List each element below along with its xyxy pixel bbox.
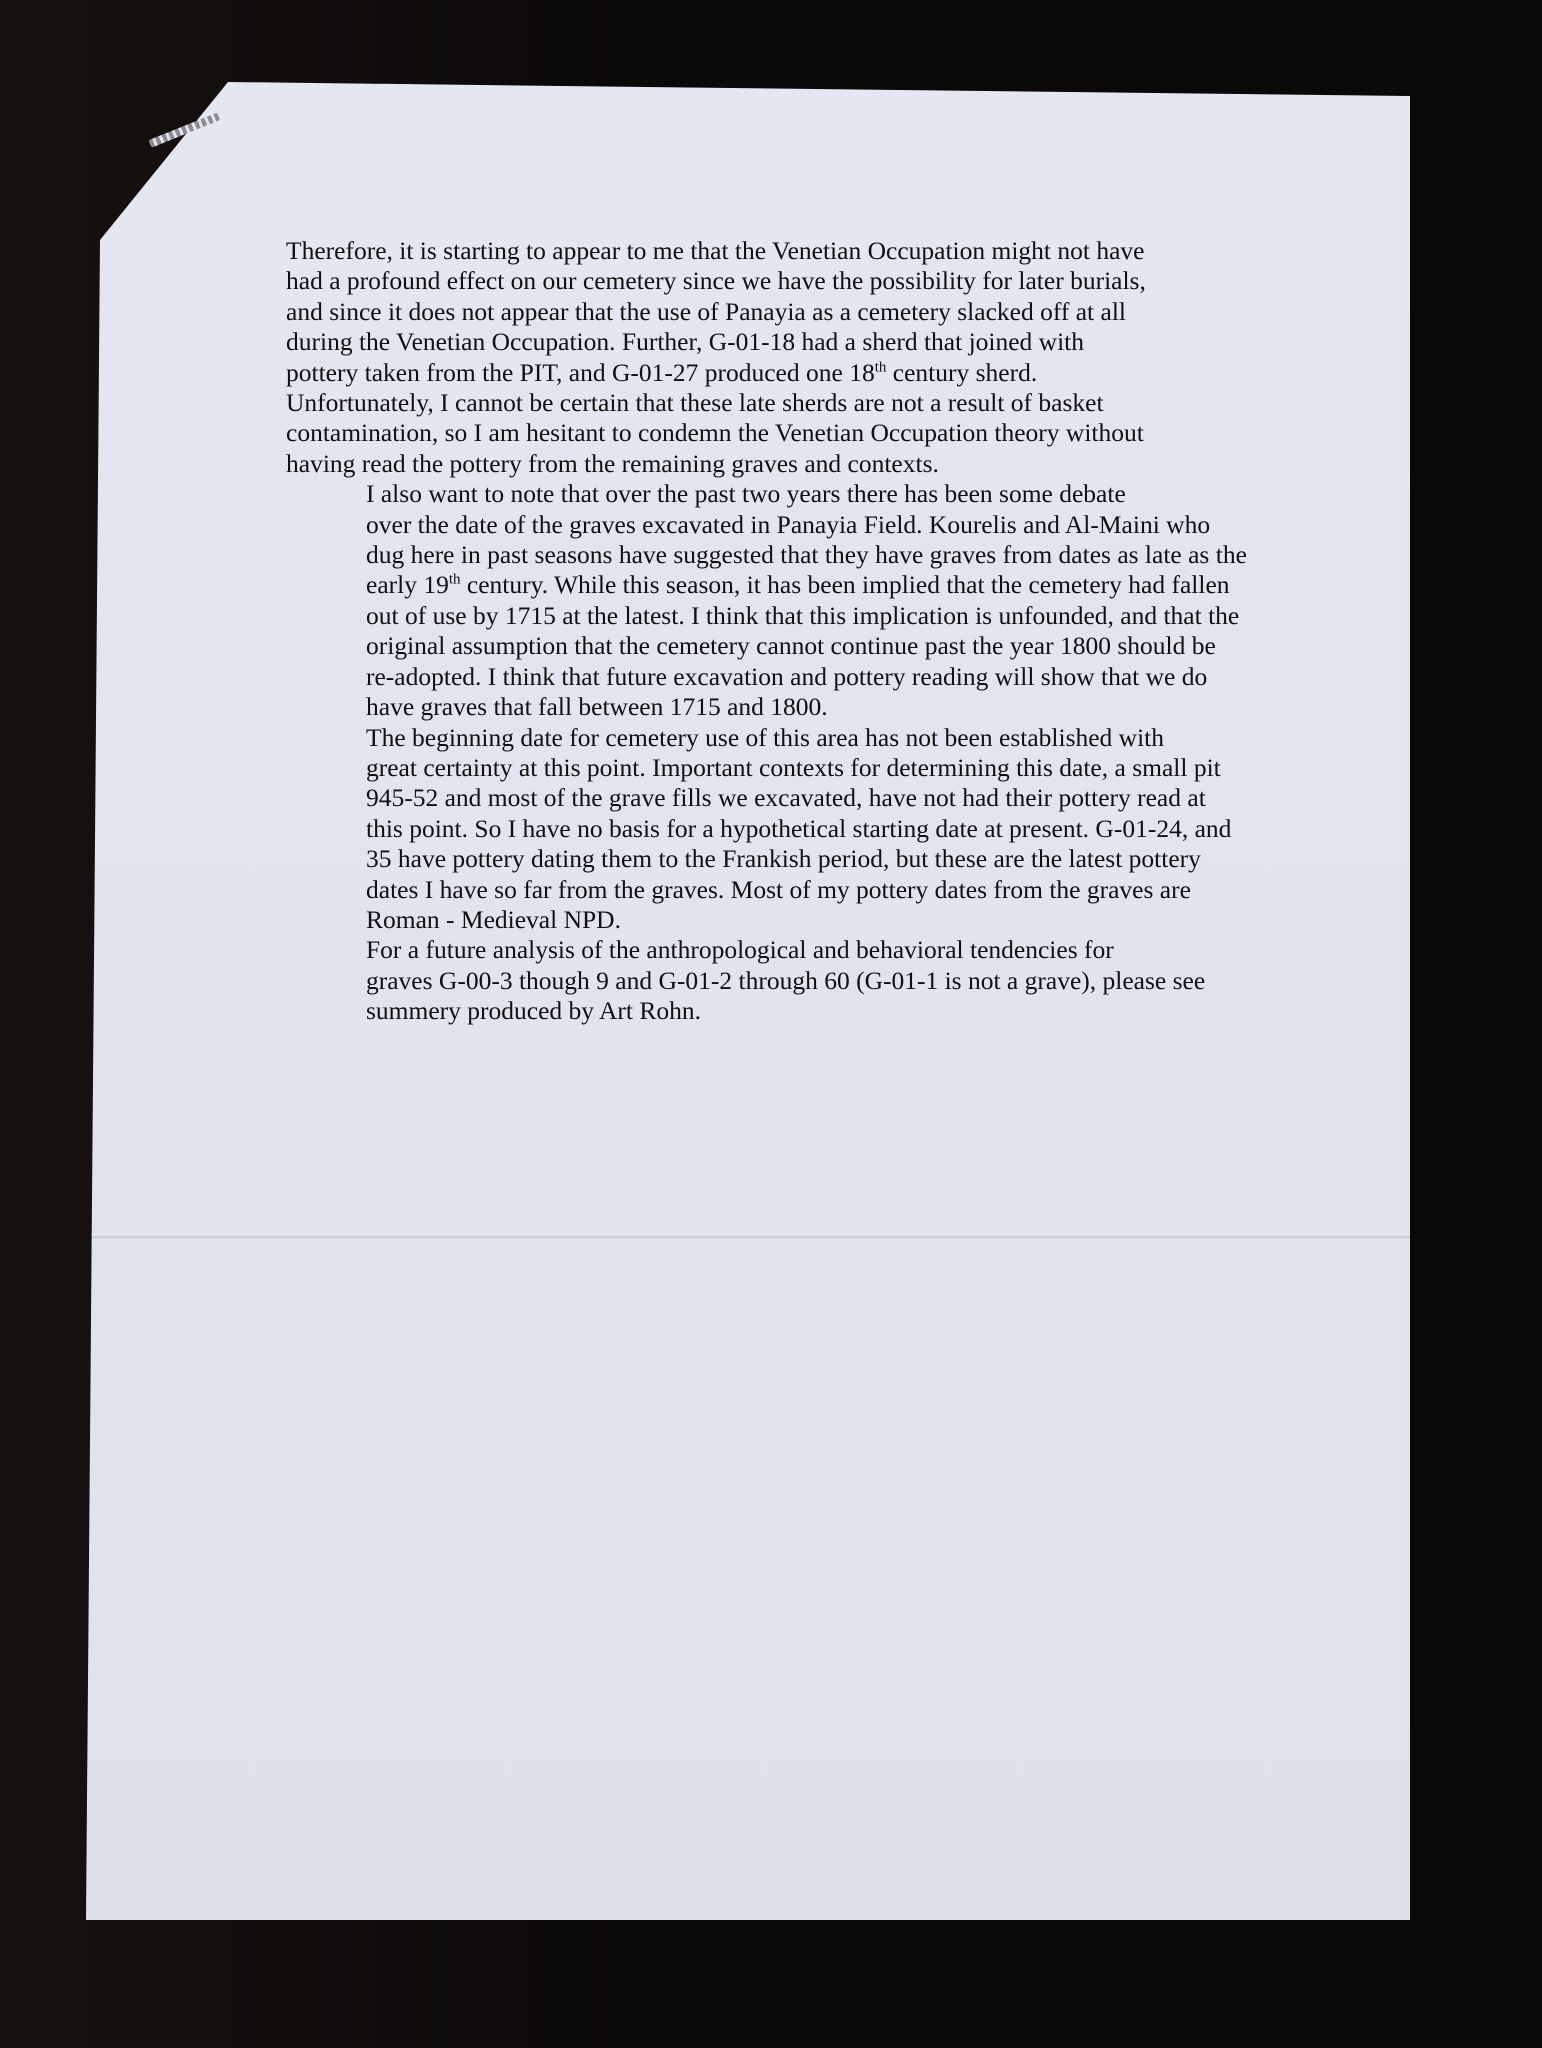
text-line (286, 996, 1206, 1026)
text-line (286, 875, 1206, 905)
text-run: dug here in past seasons have suggested that they have graves from dates as late as the (366, 540, 1247, 570)
text-run: have graves that fall between 1715 and 1800. (366, 692, 828, 722)
text-line (286, 236, 1206, 266)
text-run: 35 have pottery dating them to the Frankish period, but these are the latest pottery (366, 844, 1201, 874)
text-line (286, 297, 1206, 327)
text-run: For a future analysis of the anthropological and behavioral tendencies for (366, 935, 1114, 965)
text-line (286, 966, 1206, 996)
superscript-text: th (448, 571, 461, 588)
paragraph (286, 479, 1247, 722)
text-run: out of use by 1715 at the latest. I think that this implication is unfounded, and that the (366, 600, 1240, 630)
paragraph (286, 236, 1206, 479)
text-line (286, 752, 1221, 783)
text-line (286, 662, 1206, 692)
text-line (286, 449, 1206, 479)
paragraph (286, 935, 1206, 1026)
text-run: great certainty at this point. Important contexts for determining this date, a small pit (366, 752, 1221, 782)
text-line (286, 692, 1206, 722)
text-run: century sherd. (886, 357, 1038, 387)
text-line (286, 358, 1206, 388)
text-line (286, 813, 1232, 844)
text-run: century. While this season, it has been implied that the cemetery had fallen (460, 570, 1230, 600)
text-line (286, 540, 1247, 570)
text-run: 945-52 and most of the grave fills we excavated, have not had their pottery read at (366, 783, 1206, 813)
text-run: summery produced by Art Rohn. (366, 996, 701, 1026)
text-run: this point. So I have no basis for a hypothetical starting date at present. G-01-24, and (366, 813, 1232, 843)
text-line (286, 479, 1206, 509)
document-body (286, 236, 1247, 1027)
text-line (286, 570, 1230, 600)
text-run: contamination, so I am hesitant to condemn the Venetian Occupation theory without (286, 418, 1144, 448)
text-run: over the date of the graves excavated in Panayia Field. Kourelis and Al-Maini who (366, 509, 1211, 539)
text-line (286, 723, 1206, 753)
text-run: The beginning date for cemetery use of this area has not been established with (366, 722, 1165, 752)
text-run: I also want to note that over the past two years there has been some debate (366, 479, 1126, 509)
text-line (286, 783, 1206, 813)
text-line (286, 418, 1206, 448)
text-run: Roman - Medieval NPD. (366, 904, 621, 934)
text-line (286, 388, 1206, 418)
text-line (286, 600, 1240, 631)
text-run: had a profound effect on our cemetery since we have the possibility for later burials, (286, 266, 1146, 296)
text-run: original assumption that the cemetery cannot continue past the year 1800 should be (366, 631, 1216, 661)
paragraph (286, 722, 1232, 936)
text-line (286, 327, 1206, 357)
text-run: early 19 (366, 570, 449, 600)
text-line (286, 905, 1206, 935)
text-run: dates I have so far from the graves. Most of my pottery dates from the graves are (366, 874, 1191, 904)
text-line (286, 509, 1211, 540)
text-run: having read the pottery from the remaining graves and contexts. (286, 448, 939, 478)
paper-fold-crease (86, 1234, 1410, 1240)
text-run: pottery taken from the PIT, and G-01-27 produced one 18 (286, 357, 875, 387)
text-run: Therefore, it is starting to appear to me that the Venetian Occupation might not have (286, 236, 1145, 265)
text-line (286, 266, 1206, 296)
text-line (286, 935, 1206, 965)
superscript-text: th (874, 359, 887, 376)
text-run: re-adopted. I think that future excavation and pottery reading will show that we do (366, 661, 1208, 691)
text-line (286, 631, 1216, 661)
text-run: Unfortunately, I cannot be certain that these late sherds are not a result of basket (286, 388, 1104, 418)
text-run: during the Venetian Occupation. Further, G-01-18 had a sherd that joined with (286, 327, 1085, 357)
text-line (286, 844, 1206, 874)
text-run: and since it does not appear that the use of Panayia as a cemetery slacked off at all (286, 296, 1126, 326)
text-run: graves G-00-3 though 9 and G-01-2 through 60 (G-01-1 is not a grave), please see (366, 965, 1206, 995)
